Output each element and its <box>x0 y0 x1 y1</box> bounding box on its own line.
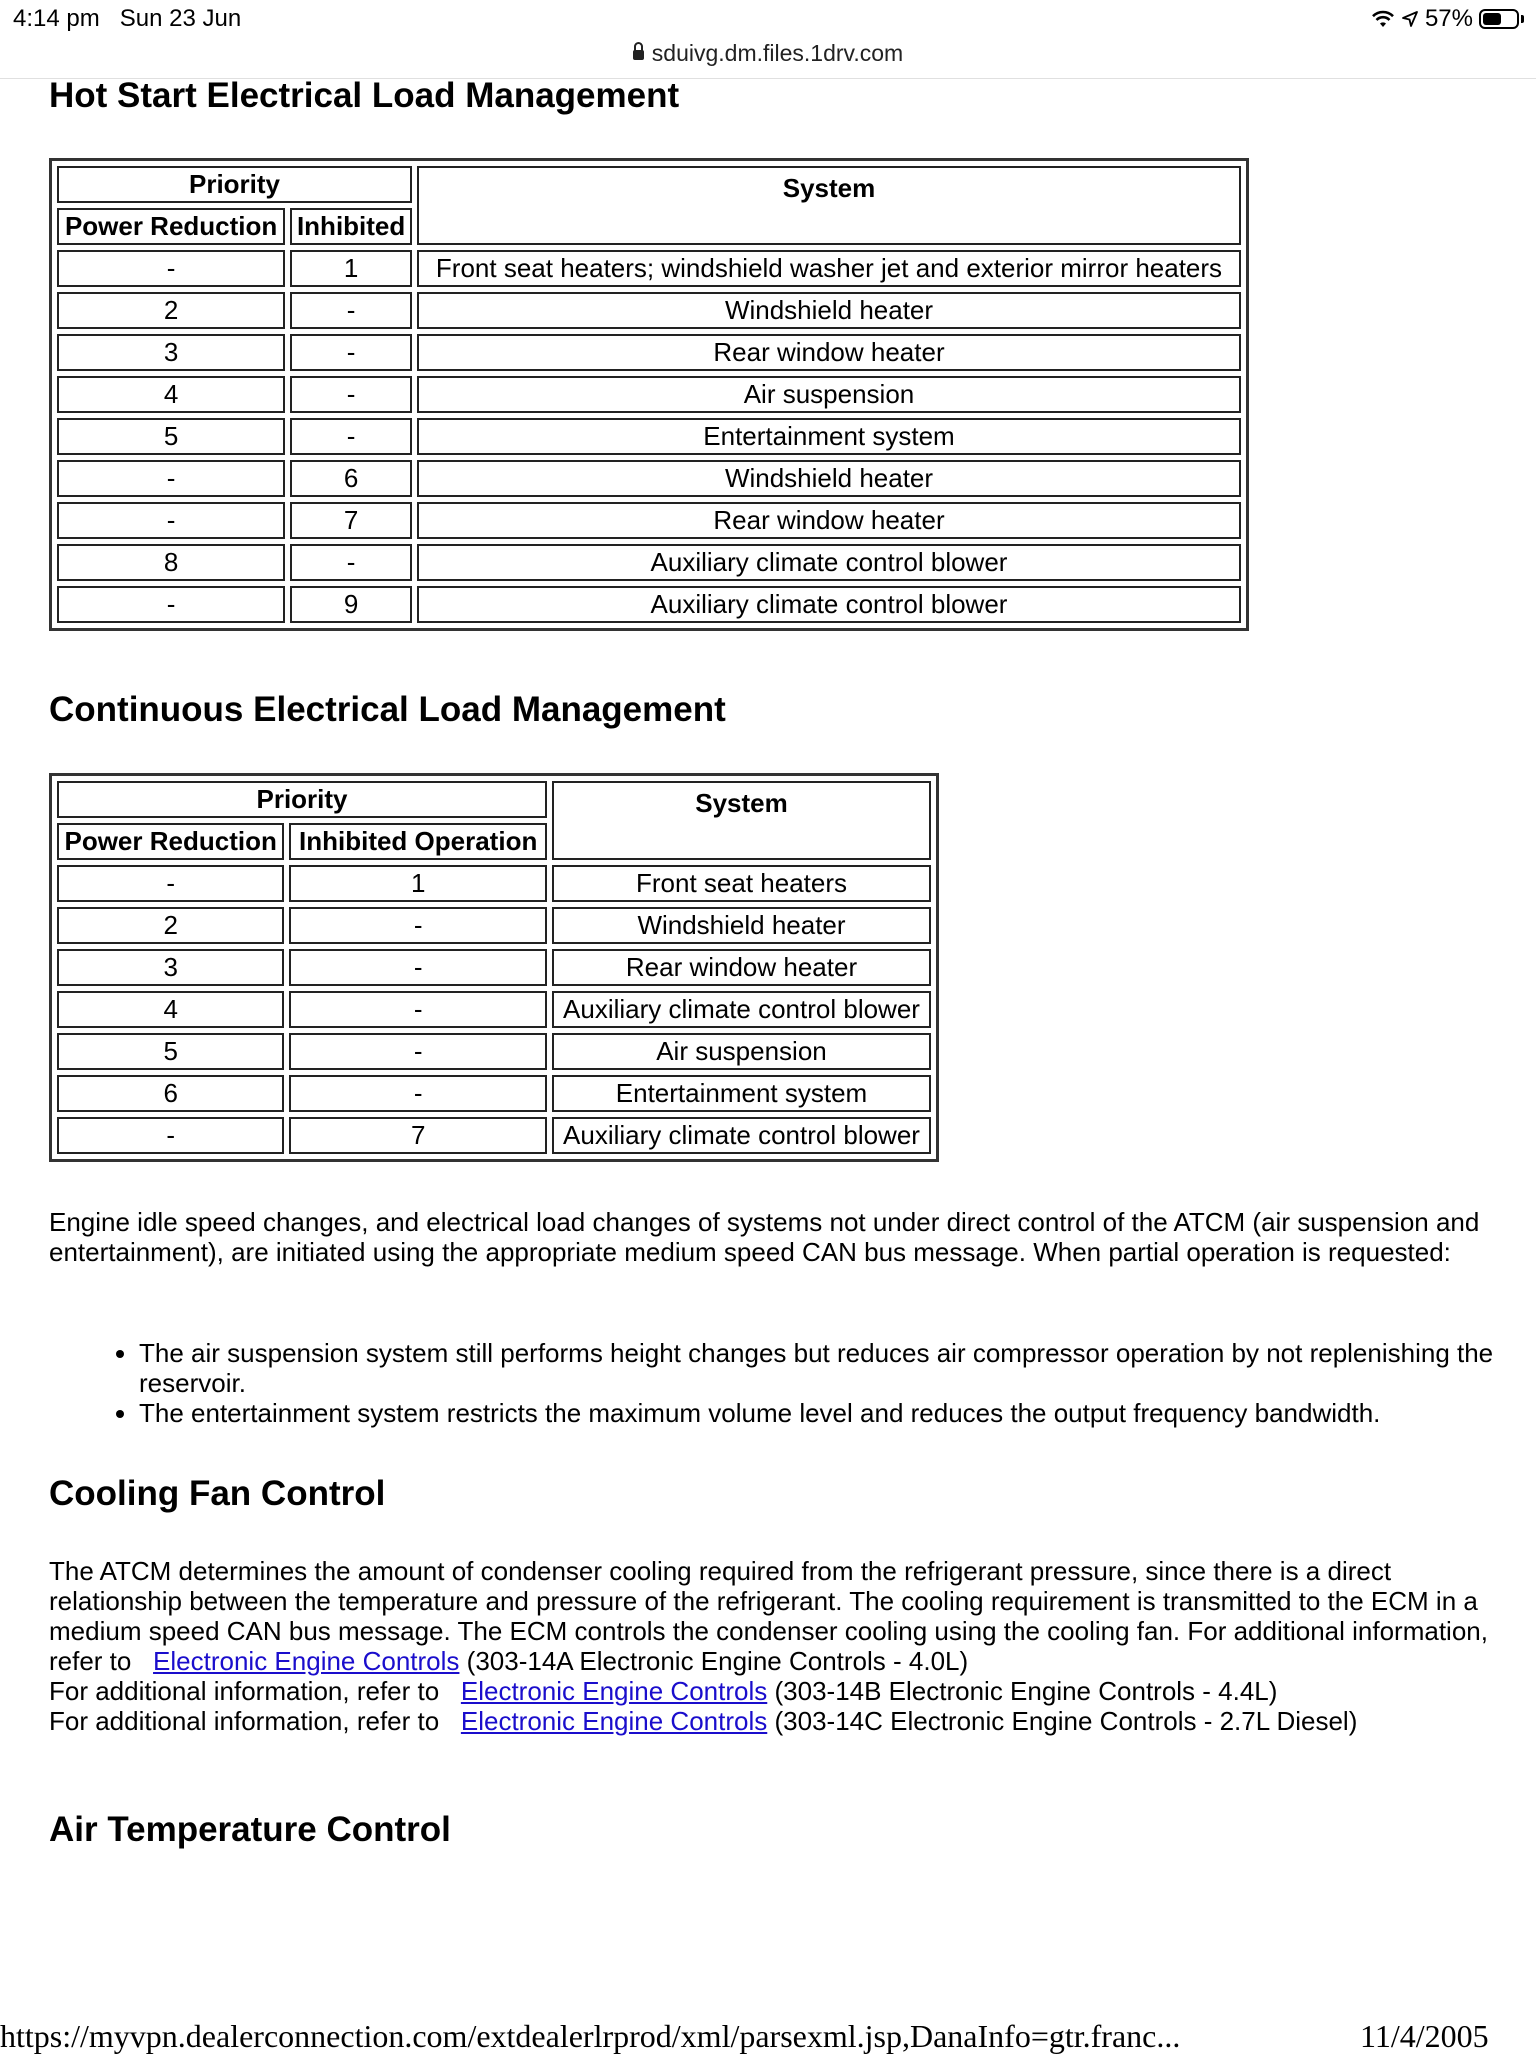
inhibited-cell: - <box>290 544 412 581</box>
table-row <box>57 460 1241 497</box>
inhibited-cell: - <box>290 334 412 371</box>
system-cell: Front seat heaters <box>552 865 931 902</box>
list-item: • The entertainment system restricts the maximum volume level and reduces the output frequency bandwidth. <box>139 1398 1536 1428</box>
power-reduction-cell: - <box>57 460 285 497</box>
cooling-text: The ATCM determines the amount of condenser cooling required from the refrigerant pressure, since there is a direct relationship between the temperature and pressure of the refrigerant. The cooling requirement is transmitted to the ECM in a medium speed CAN bus message. The ECM controls the condenser cooling using the cooling fan. For additional information, refer to <box>49 1556 1488 1676</box>
table-row <box>57 418 1241 455</box>
system-cell: Air suspension <box>417 376 1241 413</box>
inhibited-cell: - <box>290 376 412 413</box>
system-cell: Windshield heater <box>552 907 931 944</box>
cooling-fan-paragraph <box>49 1556 1509 1736</box>
inhibited-cell: - <box>289 991 547 1028</box>
table-row <box>57 949 931 986</box>
table-row <box>57 991 931 1028</box>
power-reduction-cell: 8 <box>57 544 285 581</box>
system-cell: Entertainment system <box>417 418 1241 455</box>
power-reduction-cell: 3 <box>57 949 284 986</box>
table-row <box>57 250 1241 287</box>
power-reduction-cell: 5 <box>57 418 285 455</box>
url-domain: sduivg.dm.files.1drv.com <box>651 40 904 66</box>
power-reduction-cell: 2 <box>57 907 284 944</box>
reference-text: (303-14A Electronic Engine Controls - 4.0L) <box>466 1646 969 1676</box>
inhibited-cell: - <box>290 292 412 329</box>
inhibited-cell: 6 <box>290 460 412 497</box>
electronic-engine-controls-link[interactable]: Electronic Engine Controls <box>460 1706 768 1736</box>
table-row <box>57 1033 931 1070</box>
inhibited-header: Inhibited <box>290 208 412 245</box>
power-reduction-cell: - <box>57 250 285 287</box>
system-header: System <box>552 781 931 860</box>
wifi-icon <box>1371 9 1395 29</box>
table-row <box>57 544 1241 581</box>
system-cell: Auxiliary climate control blower <box>417 586 1241 623</box>
inhibited-cell: - <box>289 907 547 944</box>
power-reduction-cell: 6 <box>57 1075 284 1112</box>
partial-operation-list <box>49 1338 1536 1428</box>
power-reduction-cell: - <box>57 1117 284 1154</box>
continuous-table <box>49 773 939 1162</box>
power-reduction-cell: 5 <box>57 1033 284 1070</box>
system-cell: Auxiliary climate control blower <box>552 1117 931 1154</box>
electronic-engine-controls-link[interactable]: Electronic Engine Controls <box>153 1646 460 1676</box>
status-clock: 4:14 pm <box>13 5 100 32</box>
system-cell: Auxiliary climate control blower <box>417 544 1241 581</box>
table-row <box>57 865 931 902</box>
inhibited-cell: - <box>290 418 412 455</box>
table-row <box>57 1075 931 1112</box>
inhibited-operation-header: Inhibited Operation <box>289 823 547 860</box>
url-bar[interactable] <box>0 40 1536 78</box>
footer-url: https://myvpn.dealerconnection.com/extdealerlrprod/xml/parsexml.jsp,DanaInfo=gtr.franc... <box>0 2018 1181 2054</box>
system-cell: Rear window heater <box>417 334 1241 371</box>
continuous-body <box>57 865 931 1154</box>
power-reduction-header: Power Reduction <box>57 823 284 860</box>
list-item: • The air suspension system still performs height changes but reduces air compressor operation by not replenishing the reservoir. <box>139 1338 1536 1398</box>
battery-percent: 57% <box>1424 5 1473 32</box>
system-cell: Windshield heater <box>417 292 1241 329</box>
footer-date: 11/4/2005 <box>1360 2018 1489 2054</box>
power-reduction-cell: 2 <box>57 292 285 329</box>
system-cell: Windshield heater <box>417 460 1241 497</box>
battery-fill <box>1483 13 1501 25</box>
system-cell: Entertainment system <box>552 1075 931 1112</box>
inhibited-cell: - <box>289 1033 547 1070</box>
reference-text: (303-14C Electronic Engine Controls - 2.7L Diesel) <box>774 1706 1358 1736</box>
inhibited-cell: 7 <box>290 502 412 539</box>
inhibited-cell: - <box>289 949 547 986</box>
location-arrow-icon <box>1401 10 1419 28</box>
battery-icon <box>1479 9 1519 29</box>
table-row <box>57 586 1241 623</box>
system-cell: Front seat heaters; windshield washer jet and exterior mirror heaters <box>417 250 1241 287</box>
system-cell: Air suspension <box>552 1033 931 1070</box>
inhibited-cell: 1 <box>290 250 412 287</box>
power-reduction-cell: 4 <box>57 376 285 413</box>
air-temperature-title: Air Temperature Control <box>49 1810 451 1849</box>
table-header-row <box>57 781 931 818</box>
status-date: Sun 23 Jun <box>119 5 242 32</box>
reference-text: (303-14B Electronic Engine Controls - 4.4L) <box>774 1676 1278 1706</box>
inhibited-cell: 7 <box>289 1117 547 1154</box>
status-indicators <box>1371 5 1524 33</box>
hot-start-title: Hot Start Electrical Load Management <box>49 76 680 115</box>
power-reduction-cell: - <box>57 502 285 539</box>
power-reduction-cell: 4 <box>57 991 284 1028</box>
electronic-engine-controls-link[interactable]: Electronic Engine Controls <box>460 1676 768 1706</box>
lock-icon <box>633 50 644 60</box>
continuous-title: Continuous Electrical Load Management <box>49 690 726 729</box>
status-bar <box>0 0 1536 40</box>
table-row <box>57 376 1241 413</box>
idle-speed-paragraph: Engine idle speed changes, and electrical load changes of systems not under direct control of the ATCM (air suspension and entertainment), are initiated using the appropriate medium speed CAN bus message. When partial operation is requested: <box>49 1207 1480 1267</box>
system-header: System <box>417 166 1241 245</box>
refer-prefix: For additional information, refer to <box>49 1706 440 1736</box>
system-cell: Rear window heater <box>417 502 1241 539</box>
inhibited-cell: 9 <box>290 586 412 623</box>
priority-header: Priority <box>57 166 412 203</box>
status-time <box>13 5 241 33</box>
priority-header: Priority <box>57 781 547 818</box>
hot-start-table <box>49 158 1249 631</box>
table-row <box>57 502 1241 539</box>
power-reduction-cell: - <box>57 865 284 902</box>
table-row <box>57 1117 931 1154</box>
table-row <box>57 292 1241 329</box>
table-row <box>57 334 1241 371</box>
cooling-fan-title: Cooling Fan Control <box>49 1474 386 1513</box>
table-row <box>57 907 931 944</box>
system-cell: Auxiliary climate control blower <box>552 991 931 1028</box>
table-header-row <box>57 166 1241 203</box>
hot-start-body <box>57 250 1241 623</box>
refer-prefix: For additional information, refer to <box>49 1676 440 1706</box>
power-reduction-cell: - <box>57 586 285 623</box>
inhibited-cell: - <box>289 1075 547 1112</box>
power-reduction-cell: 3 <box>57 334 285 371</box>
system-cell: Rear window heater <box>552 949 931 986</box>
inhibited-cell: 1 <box>289 865 547 902</box>
battery-tip <box>1521 15 1524 23</box>
power-reduction-header: Power Reduction <box>57 208 285 245</box>
